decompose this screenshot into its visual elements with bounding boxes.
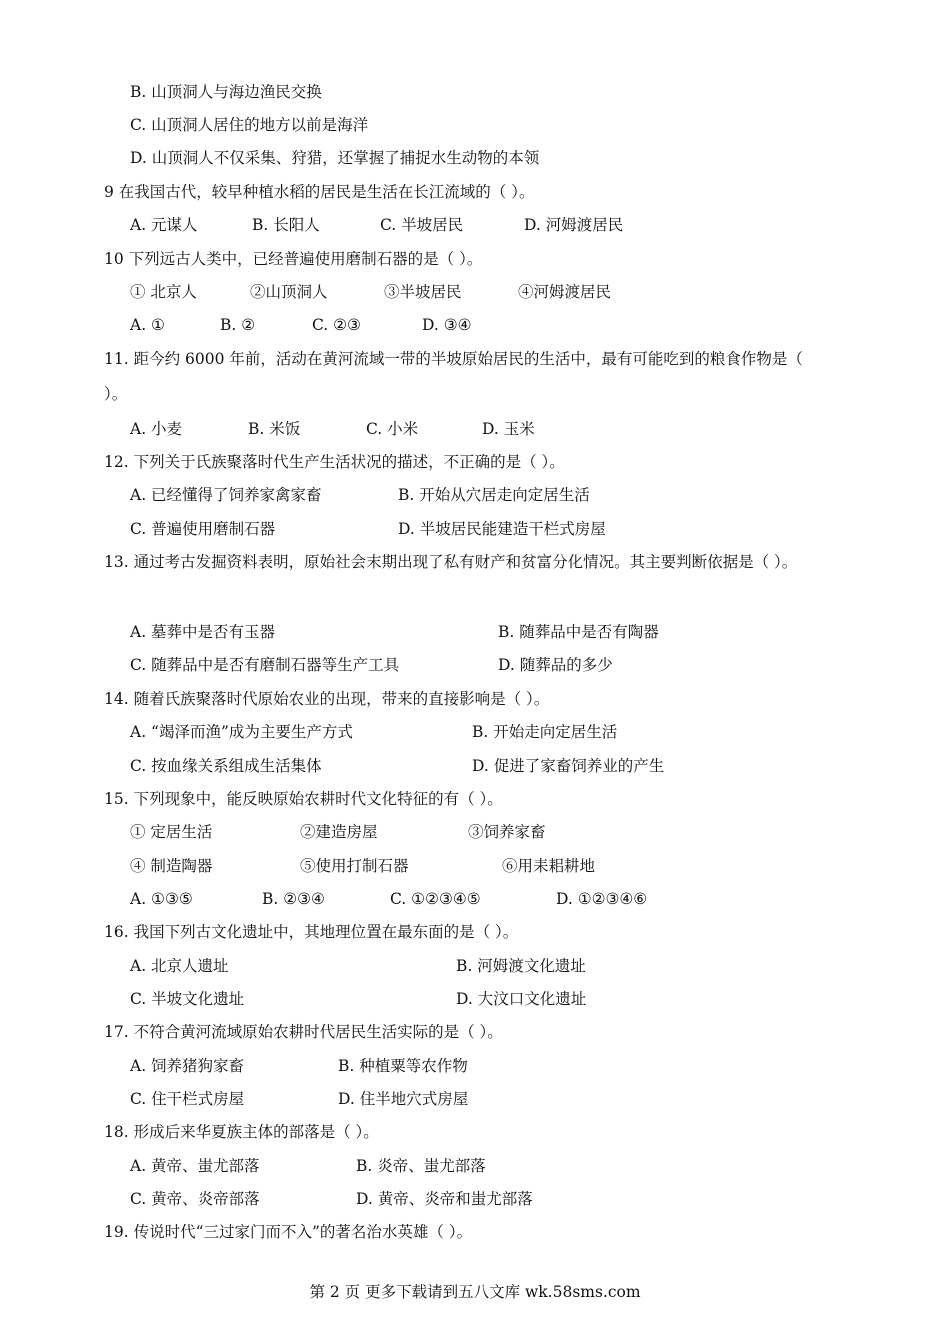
question-15: 15. 下列现象中，能反映原始农耕时代文化特征的有（ ）。 <box>104 790 503 808</box>
q13-option-c: C. 随葬品中是否有磨制石器等生产工具 <box>130 656 400 674</box>
question-13: 13. 通过考古发掘资料表明，原始社会末期出现了私有财产和贫富分化情况。其主要判断依据是（ ）。 <box>104 553 798 571</box>
q15-item-1: ① 定居生活 <box>130 823 213 841</box>
q18-option-b: B. 炎帝、蚩尤部落 <box>356 1157 486 1175</box>
q16-option-a: A. 北京人遗址 <box>130 957 229 975</box>
q11-option-a: A. 小麦 <box>130 420 183 438</box>
q12-option-b: B. 开始从穴居走向定居生活 <box>398 486 590 504</box>
q15-option-a: A. ①③⑤ <box>130 890 193 908</box>
q12-option-a: A. 已经懂得了饲养家禽家畜 <box>130 486 322 504</box>
q18-option-a: A. 黄帝、蚩尤部落 <box>130 1157 260 1175</box>
q13-option-a: A. 墓葬中是否有玉器 <box>130 623 276 641</box>
question-11-cont: ）。 <box>104 385 128 403</box>
q16-option-b: B. 河姆渡文化遗址 <box>456 957 586 975</box>
q11-option-d: D. 玉米 <box>482 420 535 438</box>
q10-item-2: ②山顶洞人 <box>250 283 328 301</box>
q15-item-5: ⑤使用打制石器 <box>300 857 409 875</box>
q15-item-6: ⑥用耒耜耕地 <box>502 857 596 875</box>
q11-option-c: C. 小米 <box>366 420 419 438</box>
q10-option-a: A. ① <box>130 316 165 334</box>
q14-option-d: D. 促进了家畜饲养业的产生 <box>472 757 665 775</box>
q14-option-b: B. 开始走向定居生活 <box>472 723 618 741</box>
question-14: 14. 随着氏族聚落时代原始农业的出现，带来的直接影响是（ ）。 <box>104 690 550 708</box>
q9-option-a: A. 元谋人 <box>130 216 198 234</box>
q10-item-1: ① 北京人 <box>130 283 197 301</box>
q15-item-2: ②建造房屋 <box>300 823 378 841</box>
question-18: 18. 形成后来华夏族主体的部落是（ ）。 <box>104 1123 379 1141</box>
q11-option-b: B. 米饭 <box>248 420 301 438</box>
q10-option-c: C. ②③ <box>312 316 361 334</box>
q17-option-c: C. 住干栏式房屋 <box>130 1090 245 1108</box>
q18-option-d: D. 黄帝、炎帝和蚩尤部落 <box>356 1190 533 1208</box>
q10-option-d: D. ③④ <box>422 316 472 334</box>
q12-option-c: C. 普遍使用磨制石器 <box>130 520 276 538</box>
q10-option-b: B. ② <box>220 316 256 334</box>
q8-option-c: C. 山顶洞人居住的地方以前是海洋 <box>130 116 369 134</box>
q14-option-a: A. “竭泽而渔”成为主要生产方式 <box>130 723 353 741</box>
q17-option-b: B. 种植粟等农作物 <box>338 1057 468 1075</box>
q18-option-c: C. 黄帝、炎帝部落 <box>130 1190 260 1208</box>
question-9: 9 在我国古代，较早种植水稻的居民是生活在长江流域的（ ）。 <box>104 183 535 201</box>
question-12: 12. 下列关于氏族聚落时代生产生活状况的描述，不正确的是（ ）。 <box>104 453 565 471</box>
q17-option-a: A. 饲养猪狗家畜 <box>130 1057 245 1075</box>
q16-option-c: C. 半坡文化遗址 <box>130 990 245 1008</box>
question-16: 16. 我国下列古文化遗址中，其地理位置在最东面的是（ ）。 <box>104 923 519 941</box>
question-11: 11. 距今约 6000 年前，活动在黄河流域一带的半坡原始居民的生活中，最有可能吃到的粮食作物是（ <box>104 350 803 368</box>
q17-option-d: D. 住半地穴式房屋 <box>338 1090 469 1108</box>
q10-item-3: ③半坡居民 <box>384 283 462 301</box>
q15-option-b: B. ②③④ <box>262 890 325 908</box>
q15-item-4: ④ 制造陶器 <box>130 857 213 875</box>
q8-option-d: D. 山顶洞人不仅采集、狩猎，还掌握了捕捉水生动物的本领 <box>130 149 540 167</box>
question-17: 17. 不符合黄河流域原始农耕时代居民生活实际的是（ ）。 <box>104 1023 503 1041</box>
q12-option-d: D. 半坡居民能建造干栏式房屋 <box>398 520 606 538</box>
q9-option-b: B. 长阳人 <box>252 216 320 234</box>
question-19: 19. 传说时代“三过家门而不入”的著名治水英雄（ ）。 <box>104 1223 473 1241</box>
q15-option-c: C. ①②③④⑤ <box>390 890 481 908</box>
q9-option-c: C. 半坡居民 <box>380 216 464 234</box>
q13-option-d: D. 随葬品的多少 <box>498 656 613 674</box>
q14-option-c: C. 按血缘关系组成生活集体 <box>130 757 322 775</box>
page-footer: 第 2 页 更多下载请到五八文库 wk.58sms.com <box>309 1283 641 1301</box>
q15-option-d: D. ①②③④⑥ <box>556 890 648 908</box>
q10-item-4: ④河姆渡居民 <box>518 283 612 301</box>
q15-item-3: ③饲养家畜 <box>468 823 546 841</box>
q8-option-b: B. 山顶洞人与海边渔民交换 <box>130 83 322 101</box>
q16-option-d: D. 大汶口文化遗址 <box>456 990 587 1008</box>
q9-option-d: D. 河姆渡居民 <box>524 216 624 234</box>
question-10: 10 下列远古人类中，已经普遍使用磨制石器的是（ ）。 <box>104 250 483 268</box>
q13-option-b: B. 随葬品中是否有陶器 <box>498 623 659 641</box>
